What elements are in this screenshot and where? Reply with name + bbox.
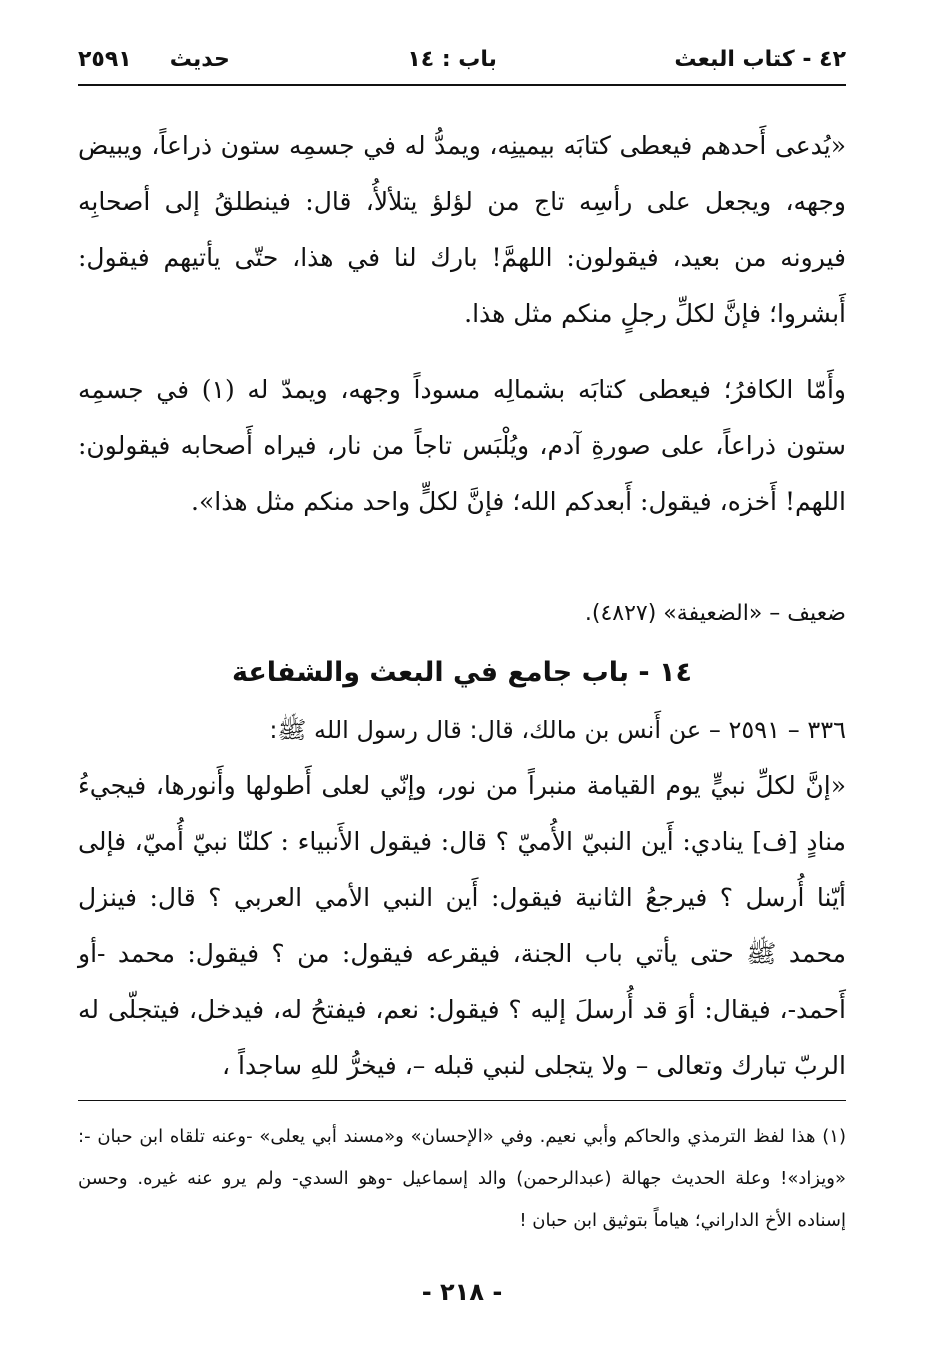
footnote-rule <box>78 1100 846 1101</box>
header-rule <box>78 84 846 86</box>
footnote: (١) هذا لفظ الترمذي والحاكم وأبي نعيم. وفي «الإحسان» و«مسند أبي يعلى» -وعنه تلقاه ابن حبان -: «ويزاد»! وعلة الحديث جهالة (عبدالرحمن) والد إسماعيل -وهو السدي- ولم يرو عنه غيره. وحسن إسناده الأخ الداراني؛ هياماً بتوثيق ابن حبان ! <box>78 1126 846 1231</box>
paragraph-believer: «يُدعى أَحدهم فيعطى كتابَه بيمينِه، ويمدُّ له في جسمِه ستون ذراعاً، ويبيض وجهه، ويجعل على رأسِه تاج من لؤلؤ يتلألأُ، قال: فينطلقُ إلى أصحابِه فيرونه من بعيد، فيقولون: اللهمَّ! بارك لنا في هذا، حتّى يأتيهم فيقول: أَبشروا؛ فإنَّ لكلِّ رجلٍ منكم مثل هذا. <box>78 131 846 328</box>
hadith-word: حديث <box>169 46 230 72</box>
chapter-label: باب : ١٤ <box>407 46 497 72</box>
hadith-number: ٢٥٩١ <box>78 46 132 72</box>
hadith-isnad: ٣٣٦ – ٢٥٩١ – عن أَنس بن مالك، قال: قال رسول الله ﷺ: <box>269 716 846 744</box>
book-title-label: ٤٢ - كتاب البعث <box>674 46 846 72</box>
chapter-heading: ١٤ - باب جامع في البعث والشفاعة <box>231 657 692 688</box>
running-header <box>78 38 846 80</box>
paragraph-disbeliever: وأَمّا الكافرُ؛ فيعطى كتابَه بشمالِه مسوداً وجهه، ويمدّ له (١) في جسمِه ستون ذراعاً، على صورةِ آدم، ويُلْبَس تاجاً من نار، فيراه أَصحابه فيقولون: اللهم! أَخزه، فيقول: أَبعدكم الله؛ فإنَّ لكلٍّ واحد منكم مثل هذا». <box>78 375 846 516</box>
book-page <box>78 38 846 1338</box>
hadith-grading: ضعيف – «الضعيفة» (٤٨٢٧). <box>584 601 846 626</box>
hadith-label <box>78 47 230 72</box>
paragraph-intercession: «إنَّ لكلِّ نبيٍّ يوم القيامة منبراً من نور، وإنّي لعلى أَطولها وأَنورها، فيجيءُ منادٍ [ف] ينادي: أَين النبيّ الأُميّ ؟ قال: فيقول الأَنبياء : كلنّا نبيّ أُميّ، فإلى أيّنا أُرسل ؟ فيرجعُ الثانية فيقول: أَين النبي الأمي العربي ؟ قال: فينزل محمد ﷺ حتى يأتي باب الجنة، فيقرعه فيقول: من ؟ فيقول: محمد -أو أَحمد-، فيقال: أوَ قد أُرسلَ إليه ؟ فيقول: نعم، فيفتحُ له، فيدخل، فيتجلّى له الربّ تبارك وتعالى – ولا يتجلى لنبي قبله –، فيخرُّ للهِ ساجداً ، <box>78 771 846 1080</box>
page-number: - ٢١٨ - <box>421 1278 503 1306</box>
